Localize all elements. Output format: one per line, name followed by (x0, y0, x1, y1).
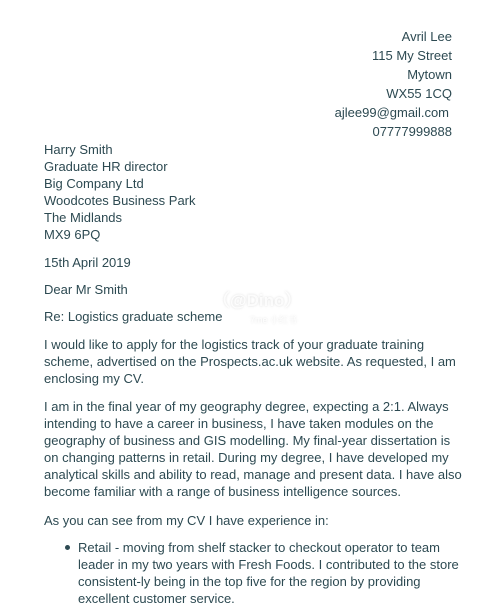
paragraph-intro: I would like to apply for the logistics track of your graduate training scheme, advertised on the Prospects.ac.uk website. As requested, I am enclosing my CV. (44, 337, 456, 386)
sender-name: Avril Lee (401, 29, 452, 44)
sender-town: Mytown (407, 67, 452, 82)
watermark-text: （@Dino） (213, 291, 302, 310)
sender-address-block (335, 27, 452, 141)
recipient-postcode: MX9 6PQ (44, 227, 101, 242)
list-item-text: Retail - moving from shelf stacker to checkout operator to team leader in my two years with Fresh Foods. I contributed to the store consistent-ly being in the top five for the region by providing excellent customer service. (78, 540, 459, 606)
sender-street: 115 My Street (372, 48, 452, 63)
experience-list (44, 539, 464, 607)
letter-date: 15th April 2019 (44, 255, 131, 270)
recipient-address-line-1: Woodcotes Business Park (44, 193, 196, 208)
paragraph-experience-intro: As you can see from my CV I have experience in: (44, 513, 329, 528)
sender-postcode: WX55 1CQ (386, 86, 452, 101)
sender-phone: 07777999888 (372, 124, 452, 139)
recipient-name: Harry Smith (44, 142, 113, 157)
paragraph-education: I am in the final year of my geography degree, expecting a 2:1. Always intending to have a career in business, I have taken modules on the geography of business and GIS modelling. My final-year dissertation is on changing patterns in retail. During my degree, I have developed my analytical skills and ability to read, manage and present data. I have also become familiar with a range of business intelligence sources. (44, 399, 462, 499)
bullet-icon (65, 545, 70, 550)
recipient-address-line-2: The Midlands (44, 210, 123, 225)
recipient-company: Big Company Ltd (44, 176, 144, 191)
sender-email: ajlee99@gmail.com (334, 105, 449, 120)
salutation: Dear Mr Smith (44, 282, 128, 297)
recipient-address-block (44, 141, 464, 243)
list-item (44, 539, 464, 607)
subject-line: Re: Logistics graduate scheme (44, 309, 223, 324)
watermark-subtext: 7me 小红书 (250, 315, 298, 325)
recipient-title: Graduate HR director (44, 159, 168, 174)
